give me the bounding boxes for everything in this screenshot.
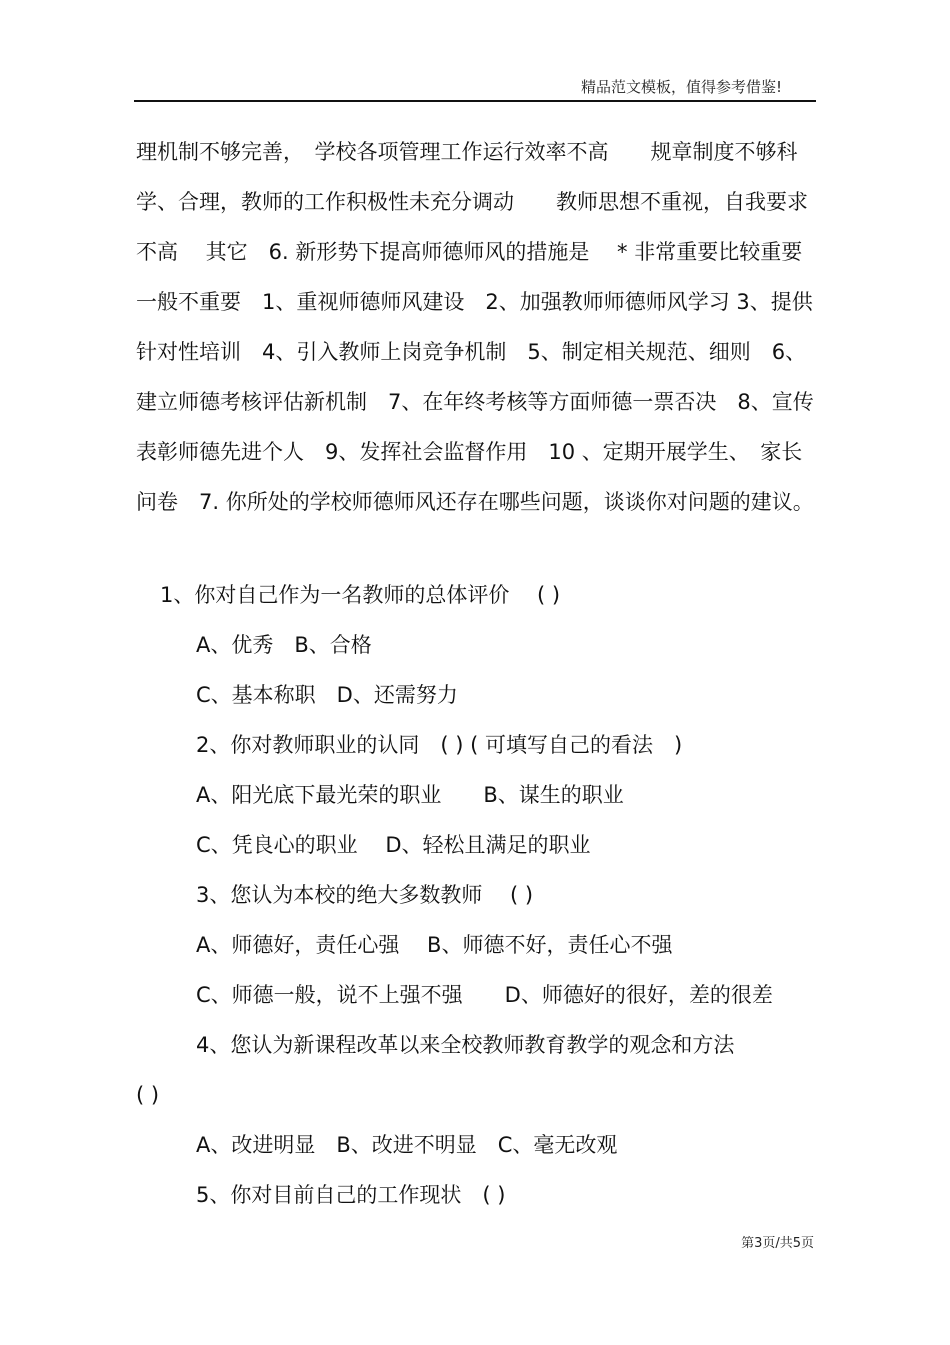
question-5: 5、你对目前自己的工作现状 ( ) <box>196 1183 506 1207</box>
question-3: 3、您认为本校的绝大多数教师 ( ) <box>196 883 534 907</box>
question-2-options-cd: C、凭良心的职业 D、轻松且满足的职业 <box>196 833 591 857</box>
question-1: 1、你对自己作为一名教师的总体评价 ( ) <box>160 583 561 607</box>
question-2-options-ab: A、阳光底下最光荣的职业 B、谋生的职业 <box>196 783 624 807</box>
header-divider <box>134 100 816 102</box>
question-4: 4、您认为新课程改革以来全校教师教育教学的观念和方法 <box>196 1033 735 1057</box>
question-4-blank: ( ) <box>136 1083 160 1107</box>
question-2: 2、你对教师职业的认同 ( ) ( 可填写自己的看法 ) <box>196 733 683 757</box>
question-3-options-ab: A、师德好，责任心强 B、师德不好，责任心不强 <box>196 933 673 957</box>
question-4-options: A、改进明显 B、改进不明显 C、毫无改观 <box>196 1133 618 1157</box>
body-paragraph: 理机制不够完善， 学校各项管理工作运行效率不高 规章制度不够科学、合理，教师的工作积极性未充分调动 教师思想不重视，自我要求不高 其它 6. 新形势下提高师德师风的措施是 * 非常重要比较重要一般不重要 1、重视师德师风建设 2、加强教师师德师风学习 3、提供针对性培训 4、引入教师上岗竞争机制 5、制定相关规范、细则 6、建立师德考核评估新机制 7、在年终考核等方面师德一票否决 8、宣传表彰师德先进个人 9、发挥社会监督作用 10 、定期开展学生、 家长问卷 7. 你所处的学校师德师风还存在哪些问题，谈谈你对问题的建议。 <box>136 140 814 514</box>
question-3-options-cd: C、师德一般，说不上强不强 D、师德好的很好，差的很差 <box>196 983 773 1007</box>
page-number: 第3页/共5页 <box>741 1236 814 1251</box>
question-1-options-ab: A、优秀 B、合格 <box>196 633 372 657</box>
page-header: 精品范文模板，值得参考借鉴! <box>580 78 782 96</box>
question-1-options-cd: C、基本称职 D、还需努力 <box>196 683 458 707</box>
